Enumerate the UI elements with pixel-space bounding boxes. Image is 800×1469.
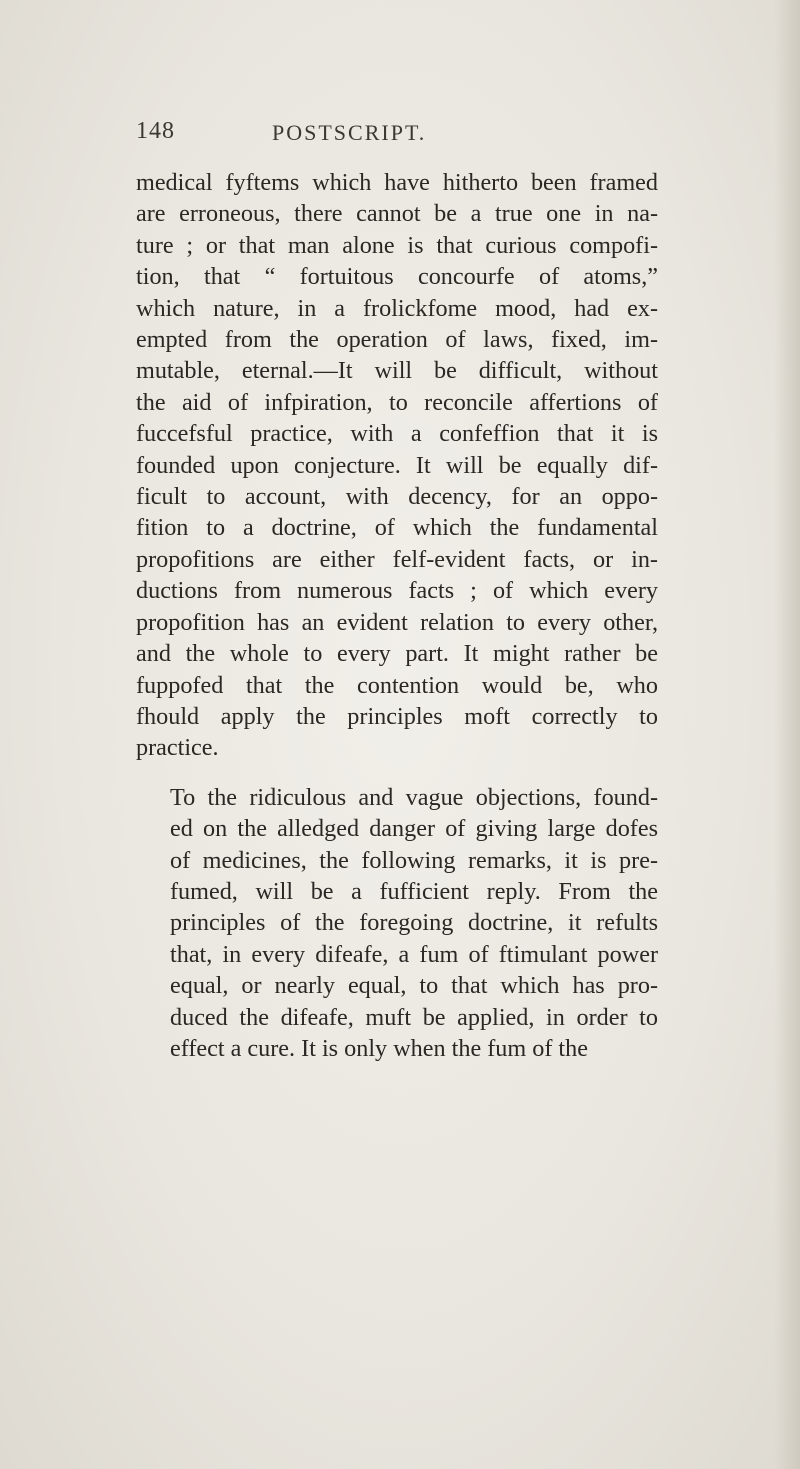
- text-line: mutable, eternal.—It will be difficult, without: [136, 357, 658, 385]
- text-line: founded upon conjecture. It will be equally dif-: [136, 451, 658, 479]
- running-head: [136, 118, 656, 152]
- text-line: of medicines, the following remarks, it is pre-: [170, 846, 658, 874]
- text-line: propofition has an evident relation to every other,: [136, 608, 658, 636]
- text-line: principles of the foregoing doctrine, it refults: [170, 909, 658, 937]
- text-line: the aid of infpiration, to reconcile affertions of: [136, 388, 658, 416]
- text-line: which nature, in a frolickfome mood, had ex-: [136, 294, 658, 322]
- running-title: POSTSCRIPT.: [272, 120, 427, 145]
- body-text: [136, 167, 658, 1064]
- text-line: practice.: [136, 734, 219, 762]
- text-line: medical fyftems which have hitherto been framed: [136, 169, 658, 196]
- page-number: 148: [136, 118, 175, 144]
- text-line: propofitions are either felf-evident facts, or in-: [136, 545, 658, 573]
- text-line: fition to a doctrine, of which the fundamental: [136, 514, 658, 542]
- paragraph-1: [136, 167, 658, 764]
- text-line: ture ; or that man alone is that curious compofi-: [136, 231, 658, 259]
- text-line: fumed, will be a fufficient reply. From the: [170, 877, 658, 905]
- page-edge-shadow: [774, 0, 800, 1469]
- text-line: duced the difeafe, muft be applied, in order to: [170, 1003, 658, 1031]
- text-line: ductions from numerous facts ; of which every: [136, 577, 658, 605]
- text-line: ficult to account, with decency, for an oppo-: [136, 483, 658, 511]
- text-line: tion, that “ fortuitous concourfe of atoms,”: [136, 263, 658, 291]
- text-line: ed on the alledged danger of giving large dofes: [170, 815, 658, 843]
- text-line: empted from the operation of laws, fixed, im-: [136, 326, 658, 354]
- text-line: effect a cure. It is only when the fum of the: [170, 1034, 588, 1062]
- text-line: are erroneous, there cannot be a true one in na-: [136, 200, 658, 228]
- text-line: and the whole to every part. It might rather be: [136, 640, 658, 668]
- text-line: equal, or nearly equal, to that which has pro-: [170, 972, 658, 1000]
- paragraph-2: [136, 782, 658, 1065]
- text-line: To the ridiculous and vague objections, found-: [170, 783, 658, 811]
- text-line: fuccefsful practice, with a confeffion that it is: [136, 420, 658, 448]
- text-line: fuppofed that the contention would be, who: [136, 671, 658, 699]
- text-line: fhould apply the principles moft correctly to: [136, 702, 658, 730]
- text-line: that, in every difeafe, a fum of ftimulant power: [170, 940, 658, 968]
